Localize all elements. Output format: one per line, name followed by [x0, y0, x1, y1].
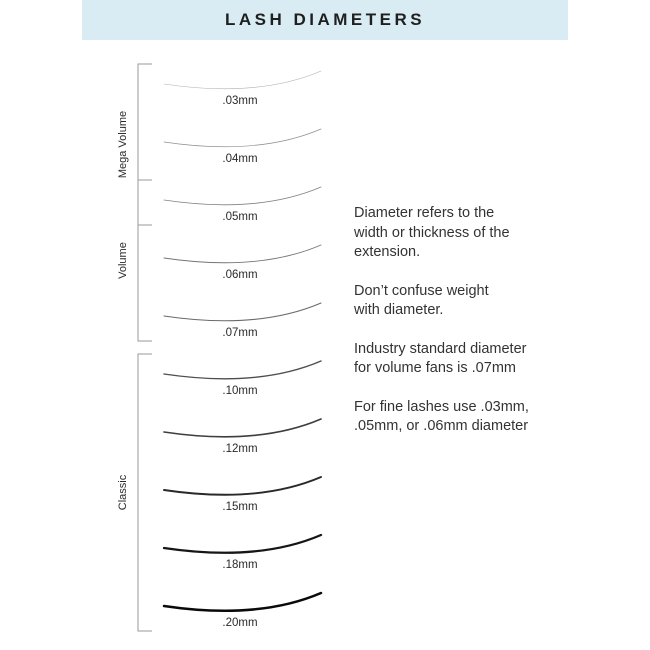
- lash-curve-20: [164, 593, 321, 611]
- group-label-classic: Classic: [117, 474, 129, 511]
- lash-curve-04: [164, 129, 321, 147]
- bracket-mega-volume: [138, 64, 152, 225]
- lash-curve-06: [164, 245, 321, 263]
- lash-label: .15mm: [222, 501, 258, 513]
- lash-curve-15: [164, 477, 321, 495]
- note-industry-standard: Industry standard diameter for volume fans is .07mm: [354, 340, 527, 376]
- note-fine-lashes: For fine lashes use .03mm, .05mm, or .06mm diameter: [354, 398, 529, 434]
- lash-label: .20mm: [222, 617, 258, 629]
- lash-label: .03mm: [222, 95, 258, 107]
- lash-label: .12mm: [222, 443, 258, 455]
- lash-label: .18mm: [222, 559, 258, 571]
- group-label-mega-volume: Mega Volume: [117, 110, 129, 179]
- lash-curve-05: [164, 187, 321, 205]
- lash-label: .10mm: [222, 385, 258, 397]
- lash-curve-07: [164, 303, 321, 321]
- bracket-classic: [138, 354, 152, 631]
- note-weight-vs-diameter: Don’t confuse weight with diameter.: [354, 282, 489, 318]
- bracket-volume: [138, 180, 152, 341]
- lash-curve-03: [164, 71, 321, 89]
- page-title: LASH DIAMETERS: [224, 10, 426, 29]
- lash-label: .05mm: [222, 211, 258, 223]
- lash-curve-18: [164, 535, 321, 553]
- lash-curve-10: [164, 361, 321, 379]
- lash-label: .07mm: [222, 327, 258, 339]
- group-label-volume: Volume: [117, 242, 129, 279]
- notes-panel: [354, 204, 554, 456]
- lash-label: .04mm: [222, 153, 258, 165]
- lash-curve-12: [164, 419, 321, 437]
- note-diameter-definition: Diameter refers to the width or thickness of the extension.: [354, 205, 510, 260]
- lash-label: .06mm: [222, 269, 258, 281]
